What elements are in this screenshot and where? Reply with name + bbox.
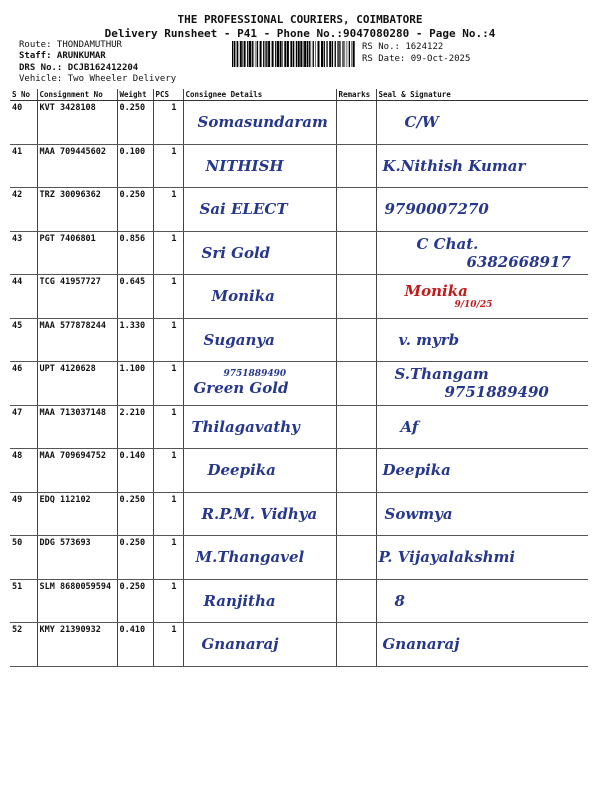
barcode-bar (268, 41, 270, 67)
cell-sno (10, 318, 37, 362)
vehicle-label: Vehicle: Two Wheeler Delivery (19, 74, 177, 84)
cell-weight-text: 0.250 (119, 103, 146, 113)
table-header-row (10, 89, 588, 101)
cell-consignment-no-text: MAA 577878244 (39, 320, 107, 331)
barcode-bar (247, 41, 248, 67)
cell-pcs-text: 1 (171, 494, 177, 505)
staff-label: Staff: ARUNKUMAR (19, 51, 106, 61)
cell-pcs (153, 144, 183, 188)
cell-consignee (183, 188, 336, 232)
cell-remarks (336, 231, 376, 275)
cell-consignment-no-text: PGT 7406801 (39, 233, 96, 244)
barcode-bar (263, 41, 264, 67)
cell-weight (117, 231, 153, 275)
cell-pcs-text: 1 (171, 407, 177, 418)
signature-handwriting: 9790007270 (384, 200, 489, 219)
cell-weight-text: 2.210 (119, 407, 146, 418)
barcode-image (232, 41, 356, 67)
cell-sno (10, 492, 37, 536)
cell-weight (117, 579, 153, 623)
cell-sno-text: 51 (12, 581, 23, 592)
cell-consignment-no (37, 231, 117, 275)
cell-consignment-no-text: MAA 709694752 (39, 451, 107, 461)
barcode-bar (240, 41, 242, 67)
cell-sno-text: 47 (12, 407, 23, 418)
cell-sno-text: 46 (12, 364, 23, 374)
cell-consignment-no (37, 579, 117, 623)
barcode-bar (353, 41, 355, 67)
cell-consignment-no-text: DDG 573693 (39, 538, 91, 548)
cell-consignee (183, 275, 336, 319)
cell-sno (10, 405, 37, 449)
cell-consignment-no-text: KMY 21390932 (39, 625, 101, 635)
company-title: THE PROFESSIONAL COURIERS, COIMBATORE (177, 13, 423, 26)
signature-handwriting: 8 (394, 591, 405, 610)
cell-consignee (183, 405, 336, 449)
cell-consignment-no (37, 188, 117, 232)
signature-handwriting: P. Vijayalakshmi (378, 548, 516, 567)
cell-remarks (336, 405, 376, 449)
cell-sno (10, 536, 37, 580)
cell-consignee (183, 318, 336, 362)
cell-signature (376, 231, 588, 275)
consignee-handwriting: NITHISH (205, 156, 284, 175)
cell-signature (376, 449, 588, 493)
rs-number: RS No.: 1624122 (362, 42, 444, 52)
cell-pcs (153, 318, 183, 362)
barcode-bar (347, 41, 348, 67)
barcode-bar (313, 41, 314, 67)
barcode-bar (252, 41, 253, 67)
cell-consignment-no-text: EDQ 112102 (39, 494, 91, 505)
cell-sno (10, 231, 37, 275)
barcode-bar (335, 41, 336, 67)
cell-sno (10, 144, 37, 188)
runsheet-table (10, 89, 588, 667)
cell-pcs-text: 1 (171, 451, 177, 461)
cell-pcs-text: 1 (171, 277, 177, 287)
barcode-bar (290, 41, 292, 67)
cell-weight (117, 318, 153, 362)
barcode-bar (265, 41, 266, 67)
barcode-bar (329, 41, 331, 67)
barcode-bar (343, 41, 344, 67)
cell-remarks (336, 362, 376, 406)
cell-weight-text: 0.856 (119, 233, 146, 244)
cell-pcs-text: 1 (171, 320, 177, 331)
table-row (10, 275, 588, 319)
cell-weight-text: 0.410 (119, 625, 146, 635)
col-header-remarks: Remarks (336, 89, 376, 101)
cell-signature (376, 318, 588, 362)
consignee-phone-handwriting: 9751889490 (223, 369, 287, 380)
barcode-bar (280, 41, 282, 67)
barcode-bar (296, 41, 297, 67)
consignee-handwriting: Somasundaram (197, 113, 328, 132)
table-row (10, 318, 588, 362)
route-label: Route: THONDAMUTHUR (19, 40, 122, 50)
consignee-handwriting: Monika (211, 287, 275, 306)
cell-pcs (153, 623, 183, 667)
cell-sno-text: 52 (12, 625, 23, 635)
signature-handwriting: Af (400, 417, 419, 436)
cell-sno-text: 44 (12, 277, 23, 287)
consignee-handwriting: Green Gold (193, 379, 289, 398)
cell-pcs-text: 1 (171, 625, 177, 635)
barcode-bar (304, 41, 306, 67)
cell-sno (10, 101, 37, 145)
consignee-handwriting: Gnanaraj (201, 635, 279, 654)
table-row (10, 144, 588, 188)
barcode-bar (321, 41, 323, 67)
cell-consignment-no (37, 623, 117, 667)
cell-signature (376, 405, 588, 449)
barcode-bar (257, 41, 258, 67)
cell-consignment-no-text: TRZ 30096362 (39, 190, 101, 200)
cell-signature (376, 579, 588, 623)
cell-consignee (183, 231, 336, 275)
cell-consignment-no-text: UPT 4120628 (39, 364, 96, 374)
barcode-bar (277, 41, 279, 67)
col-header-weight: Weight (117, 89, 153, 101)
barcode-bar (337, 41, 338, 67)
cell-consignee (183, 623, 336, 667)
cell-weight-text: 0.250 (119, 538, 146, 548)
cell-sno (10, 579, 37, 623)
cell-remarks (336, 536, 376, 580)
cell-sno (10, 362, 37, 406)
barcode-bar (242, 41, 243, 67)
consignee-handwriting: Thilagavathy (191, 417, 300, 436)
consignee-handwriting: Ranjitha (203, 591, 276, 610)
cell-remarks (336, 144, 376, 188)
cell-pcs (153, 275, 183, 319)
rs-date: RS Date: 09-Oct-2025 (362, 54, 471, 64)
barcode-bar (234, 41, 235, 67)
cell-pcs (153, 188, 183, 232)
barcode-bar (236, 41, 237, 67)
table-row (10, 231, 588, 275)
col-header-signature: Seal & Signature (376, 89, 588, 101)
signature-handwriting: C/W (404, 113, 439, 132)
barcode-bar (244, 41, 246, 67)
cell-pcs-text: 1 (171, 364, 177, 374)
cell-weight-text: 0.645 (119, 277, 146, 287)
signature-handwriting: S.Thangam (394, 365, 489, 384)
cell-remarks (336, 275, 376, 319)
cell-pcs-text: 1 (171, 146, 177, 157)
cell-consignment-no-text: SLM 8680059594 (39, 581, 112, 592)
table-row (10, 449, 588, 493)
signature-handwriting: C Chat. (416, 234, 479, 253)
cell-consignment-no (37, 318, 117, 362)
cell-consignment-no (37, 144, 117, 188)
cell-pcs (153, 449, 183, 493)
barcode-bar (298, 41, 300, 67)
cell-pcs (153, 362, 183, 406)
signature-note-handwriting: 9/10/25 (454, 300, 493, 311)
cell-sno (10, 188, 37, 232)
cell-weight-text: 0.250 (119, 581, 146, 592)
cell-pcs-text: 1 (171, 233, 177, 244)
signature-handwriting: v. myrb (398, 330, 460, 349)
barcode-bar (272, 41, 274, 67)
barcode-bar (326, 41, 327, 67)
cell-signature (376, 101, 588, 145)
cell-signature (376, 623, 588, 667)
cell-remarks (336, 188, 376, 232)
cell-consignment-no-text: MAA 709445602 (39, 146, 107, 157)
barcode-bar (309, 41, 310, 67)
consignee-handwriting: M.Thangavel (195, 548, 305, 567)
barcode-bar (266, 41, 267, 67)
table-row (10, 405, 588, 449)
cell-sno-text: 40 (12, 103, 23, 113)
consignee-handwriting: Suganya (203, 330, 275, 349)
col-header-consignment: Consignment No (37, 89, 117, 101)
table-row (10, 188, 588, 232)
cell-consignee (183, 144, 336, 188)
table-row (10, 536, 588, 580)
barcode-bar (315, 41, 316, 67)
signature-note-handwriting: 6382668917 (466, 252, 571, 271)
cell-sno (10, 623, 37, 667)
cell-consignment-no (37, 362, 117, 406)
runsheet-title: Delivery Runsheet - P41 - Phone No.:9047080280 - Page No.:4 (104, 27, 496, 40)
barcode-bar (282, 41, 283, 67)
cell-sno-text: 45 (12, 320, 23, 331)
barcode-bar (293, 41, 294, 67)
signature-handwriting: Monika (404, 282, 468, 301)
cell-consignee (183, 536, 336, 580)
cell-consignee (183, 362, 336, 406)
signature-handwriting: Sowmya (384, 504, 453, 523)
cell-pcs (153, 101, 183, 145)
cell-signature (376, 492, 588, 536)
cell-weight (117, 275, 153, 319)
cell-sno-text: 49 (12, 494, 23, 505)
consignee-handwriting: Deepika (207, 461, 276, 480)
cell-sno-text: 42 (12, 190, 23, 200)
barcode-bar (303, 41, 304, 67)
cell-weight-text: 0.100 (119, 146, 146, 157)
cell-remarks (336, 449, 376, 493)
cell-weight-text: 0.250 (119, 494, 146, 505)
consignee-handwriting: R.P.M. Vidhya (201, 504, 318, 523)
cell-remarks (336, 623, 376, 667)
table-row (10, 623, 588, 667)
barcode-bar (332, 41, 333, 67)
cell-sno (10, 275, 37, 319)
drs-number: DRS No.: DCJB162412204 (19, 63, 139, 73)
cell-pcs (153, 405, 183, 449)
cell-sno (10, 449, 37, 493)
cell-weight-text: 1.100 (119, 364, 146, 374)
cell-consignee (183, 449, 336, 493)
barcode-bar (256, 41, 257, 67)
signature-note-handwriting: 9751889490 (444, 383, 549, 402)
cell-signature (376, 362, 588, 406)
cell-consignment-no (37, 492, 117, 536)
cell-pcs-text: 1 (171, 190, 177, 200)
cell-weight (117, 492, 153, 536)
barcode-bar (324, 41, 325, 67)
cell-signature (376, 144, 588, 188)
consignee-handwriting: Sri Gold (201, 243, 271, 262)
cell-pcs-text: 1 (171, 103, 177, 113)
table-row (10, 579, 588, 623)
barcode-bar (349, 41, 350, 67)
cell-sno-text: 41 (12, 146, 23, 157)
cell-pcs-text: 1 (171, 581, 177, 592)
cell-consignment-no (37, 449, 117, 493)
cell-sno-text: 43 (12, 233, 23, 244)
col-header-pcs: PCS (153, 89, 183, 101)
barcode-bar (260, 41, 262, 67)
barcode-bar (287, 41, 289, 67)
cell-consignment-no (37, 275, 117, 319)
barcode-bar (237, 41, 238, 67)
cell-weight (117, 449, 153, 493)
cell-remarks (336, 101, 376, 145)
cell-pcs (153, 231, 183, 275)
cell-pcs (153, 536, 183, 580)
cell-consignee (183, 492, 336, 536)
table-row (10, 362, 588, 406)
barcode-bar (345, 41, 346, 67)
cell-pcs-text: 1 (171, 538, 177, 548)
table-row (10, 101, 588, 145)
col-header-sno: S No (10, 89, 37, 101)
cell-signature (376, 275, 588, 319)
cell-weight (117, 188, 153, 232)
cell-weight (117, 144, 153, 188)
signature-handwriting: Gnanaraj (382, 635, 460, 654)
cell-remarks (336, 492, 376, 536)
barcode-bar (254, 41, 255, 67)
barcode-bar (352, 41, 353, 67)
cell-pcs (153, 579, 183, 623)
cell-weight (117, 536, 153, 580)
cell-weight (117, 405, 153, 449)
cell-weight (117, 362, 153, 406)
barcode-bar (300, 41, 302, 67)
cell-remarks (336, 318, 376, 362)
cell-pcs (153, 492, 183, 536)
cell-sno-text: 48 (12, 451, 23, 461)
barcode-bar (318, 41, 320, 67)
cell-consignment-no-text: MAA 713037148 (39, 407, 107, 418)
cell-consignee (183, 579, 336, 623)
signature-handwriting: Deepika (382, 461, 451, 480)
cell-weight-text: 1.330 (119, 320, 146, 331)
consignee-handwriting: Sai ELECT (199, 200, 288, 219)
cell-weight-text: 0.140 (119, 451, 146, 461)
cell-consignment-no (37, 101, 117, 145)
barcode-bar (342, 41, 343, 67)
barcode-bar (249, 41, 251, 67)
col-header-consignee: Consignee Details (183, 89, 336, 101)
cell-sno-text: 50 (12, 538, 23, 548)
cell-consignee (183, 101, 336, 145)
cell-weight-text: 0.250 (119, 190, 146, 200)
signature-handwriting: K.Nithish Kumar (382, 156, 526, 175)
cell-consignment-no (37, 536, 117, 580)
cell-remarks (336, 579, 376, 623)
cell-signature (376, 536, 588, 580)
barcode-bar (339, 41, 340, 67)
cell-signature (376, 188, 588, 232)
barcode-bar (311, 41, 312, 67)
table-row (10, 492, 588, 536)
cell-consignment-no-text: KVT 3428108 (39, 103, 96, 113)
cell-consignment-no (37, 405, 117, 449)
barcode-bar (307, 41, 308, 67)
cell-consignment-no-text: TCG 41957727 (39, 277, 101, 287)
cell-weight (117, 101, 153, 145)
barcode-bar (284, 41, 286, 67)
barcode-bar (275, 41, 276, 67)
barcode-bar (232, 41, 233, 67)
cell-weight (117, 623, 153, 667)
